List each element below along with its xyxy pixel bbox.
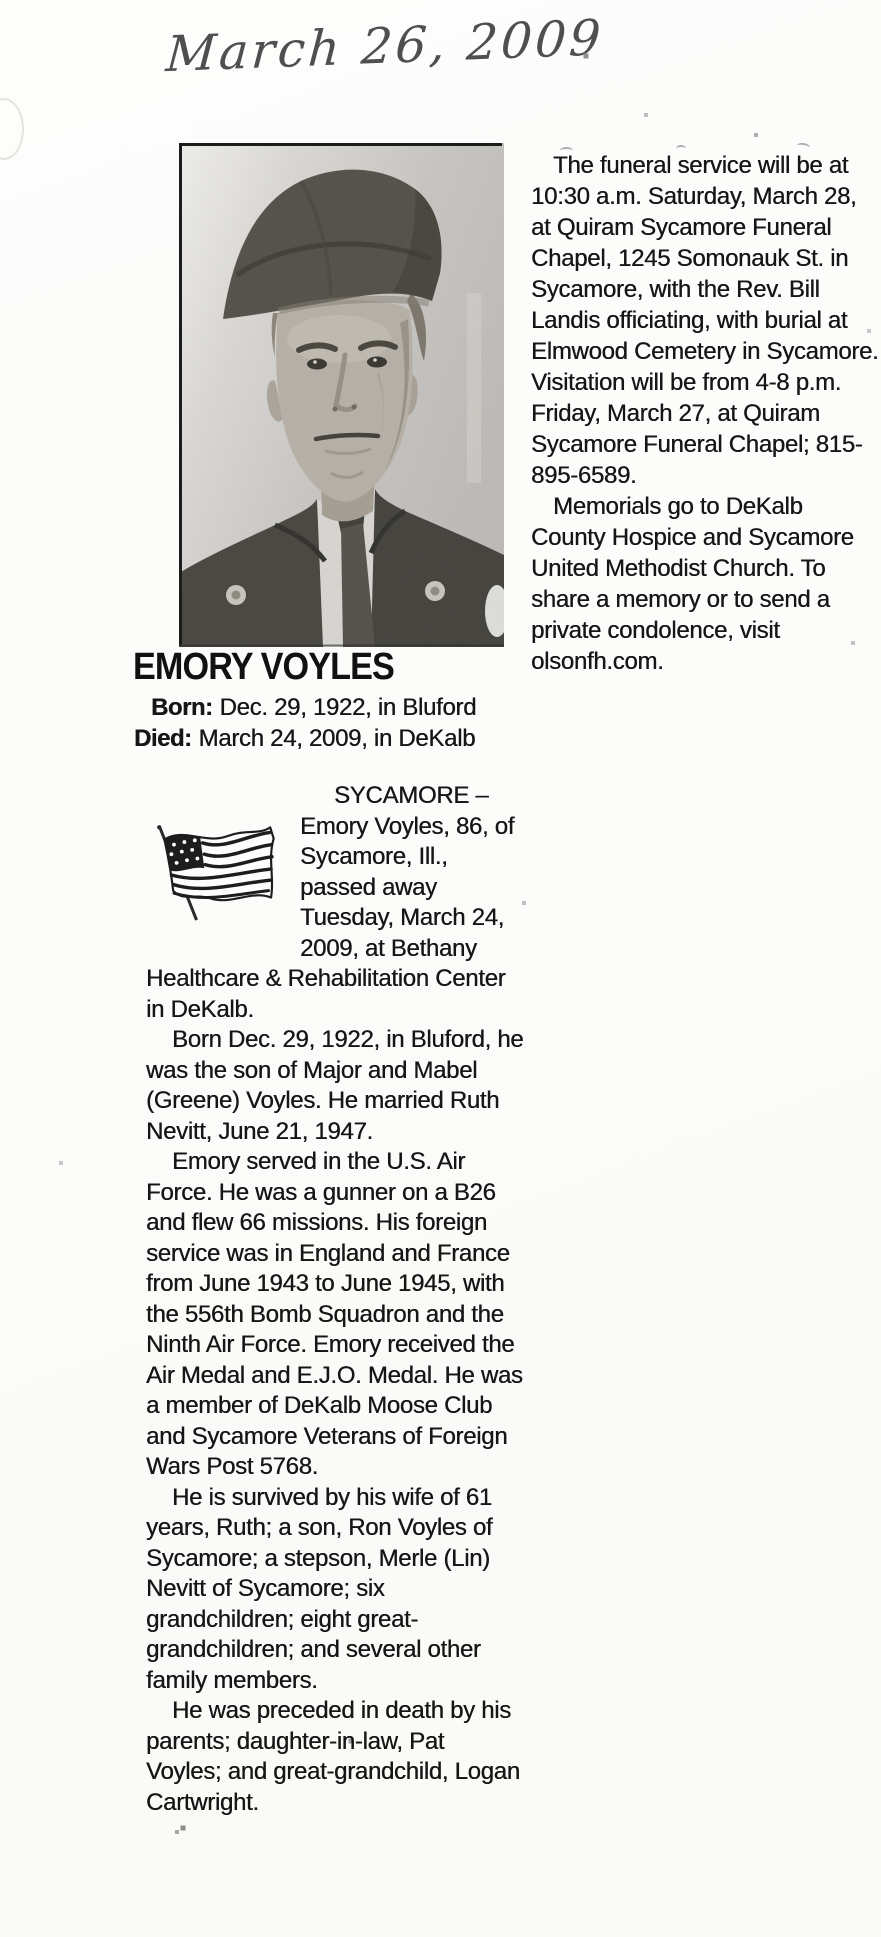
funeral-service-column (531, 150, 881, 677)
funeral-service-paragraph: The funeral service will be at 10:30 a.m. Saturday, March 28, at Quiram Sycamore Funeral Chapel, 1245 Somonauk St. in Sycamore, with the Rev. Bill Landis officiating, with burial at Elmwood Cemetery in Sycamore. Visitation will be from 4-8 p.m. Friday, March 27, at Quiram Sycamore Funeral Chapel; 815-895-6589. (531, 152, 879, 489)
memorials-paragraph: Memorials go to DeKalb County Hospice and Sycamore United Methodist Church. To share a memory or to send a private condolence, visit olsonfh.com. (531, 493, 854, 675)
scan-speckles (0, 0, 2, 2)
vitals-block (134, 692, 534, 754)
scan-ring-artifact (0, 98, 24, 160)
deceased-name-heading: EMORY VOYLES (133, 646, 394, 688)
died-label: Died: (134, 725, 192, 752)
military-portrait-illustration (179, 143, 504, 647)
obituary-paragraph-5: He was preceded in death by his parents; daughter-in-law, Pat Voyles; and great-grandchild, Logan Cartwright. (146, 1697, 520, 1816)
obituary-paragraph-2: Born Dec. 29, 1922, in Bluford, he was the son of Major and Mabel (Greene) Voyles. He married Ruth Nevitt, June 21, 1947. (146, 1026, 524, 1145)
handwritten-date: March 26, 2009 (164, 9, 606, 84)
paragraph-text: SYCAMORE – Emory Voyles, 86, of Sycamore, Ill., passed away Tuesday, March 24, 2009, at Bethany Healthcare & Rehabilitation Center in DeKalb. (146, 782, 515, 1023)
obituary-body (146, 781, 525, 1818)
born-value: Dec. 29, 1922, in Bluford (219, 694, 477, 721)
died-line (134, 723, 534, 754)
born-line (151, 692, 534, 723)
portrait-photo (179, 143, 504, 647)
obituary-paragraph-1 (146, 781, 525, 1025)
died-value: March 24, 2009, in DeKalb (198, 725, 476, 752)
american-flag-icon (148, 813, 278, 937)
obituary-paragraph-3: Emory served in the U.S. Air Force. He was a gunner on a B26 and flew 66 missions. His foreign service was in England and France from June 1943 to June 1945, with the 556th Bomb Squadron and the Ninth Air Force. Emory received the Air Medal and E.J.O. Medal. He was a member of DeKalb Moose Club and Sycamore Veterans of Foreign Wars Post 5768. (146, 1148, 523, 1480)
obituary-paragraph-4: He is survived by his wife of 61 years, Ruth; a son, Ron Voyles of Sycamore; a stepson, Merle (Lin) Nevitt of Sycamore; six grandchildren; eight great-grandchildren; and several other family members. (146, 1483, 493, 1694)
born-label: Born: (151, 694, 213, 721)
